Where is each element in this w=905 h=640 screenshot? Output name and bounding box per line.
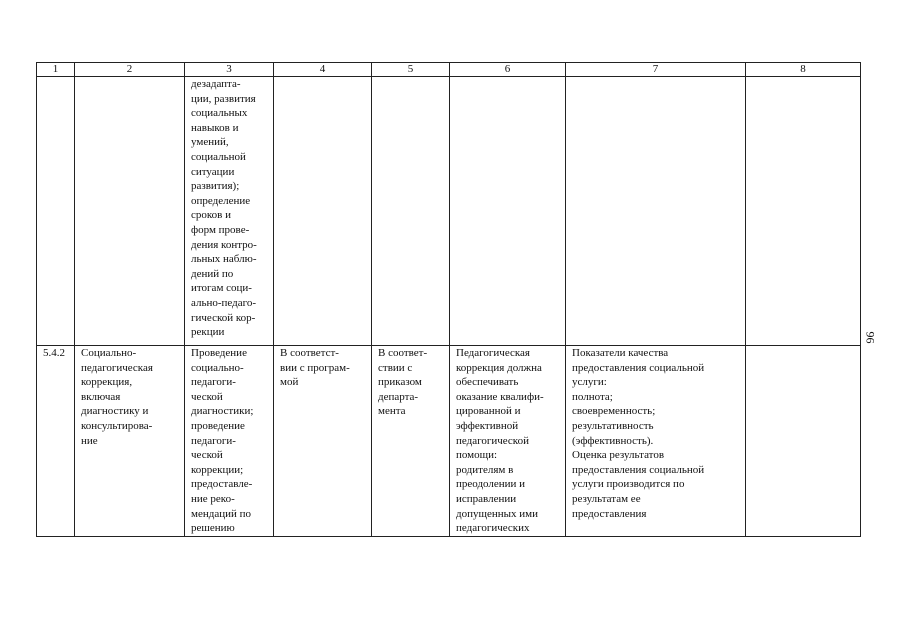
column-number: 3 bbox=[185, 63, 274, 77]
service-name-cell: Социально- педагогическая коррекция, включая диагностику и консультирова- ние bbox=[75, 346, 185, 537]
column-number: 6 bbox=[450, 63, 566, 77]
volume-cell bbox=[274, 77, 372, 346]
service-description-cell: Проведение социально- педагоги- ческой диагностики; проведение педагоги- ческой коррекции; предоставле- ние реко- мендаций по решению bbox=[185, 346, 274, 537]
terms-cell: В соответ- ствии с приказом департа- мента bbox=[372, 346, 450, 537]
table-row bbox=[37, 346, 861, 537]
column-number: 8 bbox=[746, 63, 861, 77]
column-number: 1 bbox=[37, 63, 75, 77]
terms-cell bbox=[372, 77, 450, 346]
conditions-cell bbox=[450, 77, 566, 346]
column-number: 2 bbox=[75, 63, 185, 77]
services-table bbox=[36, 62, 861, 537]
page-number: 96 bbox=[863, 331, 878, 344]
quality-indicators-cell bbox=[566, 77, 746, 346]
service-name-cell bbox=[75, 77, 185, 346]
item-number-cell: 5.4.2 bbox=[37, 346, 75, 537]
conditions-cell: Педагогическая коррекция должна обеспечивать оказание квалифи- цированной и эффективной педагогической помощи: родителям в преодолении и исправлении допущенных ими педагогических bbox=[450, 346, 566, 537]
notes-cell bbox=[746, 346, 861, 537]
notes-cell bbox=[746, 77, 861, 346]
table-header-row bbox=[37, 63, 861, 77]
quality-indicators-cell: Показатели качества предоставления социальной услуги: полнота; своевременность; результативность (эффективность). Оценка результатов предоставления социальной услуги производится по результатам ее предоставления bbox=[566, 346, 746, 537]
item-number-cell bbox=[37, 77, 75, 346]
service-description-cell: дезадапта- ции, развития социальных навыков и умений, социальной ситуации развития); определение сроков и форм прове- дения контро- льных наблю- дений по итогам соци- ально-педаго- гической кор- рекции bbox=[185, 77, 274, 346]
column-number: 7 bbox=[566, 63, 746, 77]
column-number: 4 bbox=[274, 63, 372, 77]
column-number: 5 bbox=[372, 63, 450, 77]
volume-cell: В соответст- вии с програм- мой bbox=[274, 346, 372, 537]
table-row bbox=[37, 77, 861, 346]
